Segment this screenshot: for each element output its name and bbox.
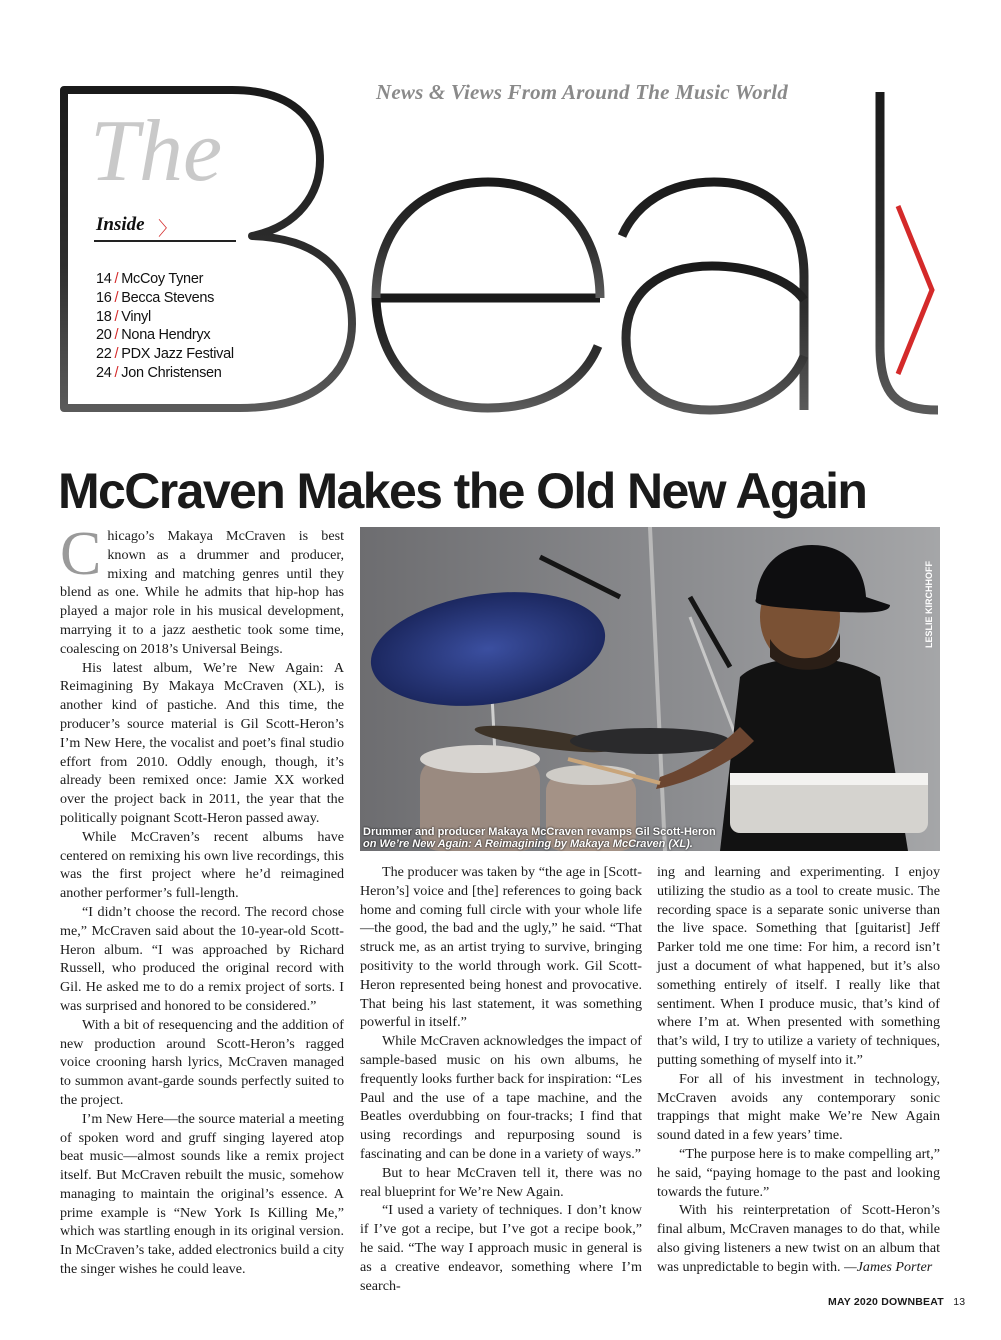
page-number: 13 [953, 1296, 966, 1308]
paragraph: While McCraven acknowledges the impact of sample-based music on his own albums, he frequently looks further back for inspiration: “Les Paul and the use of a tape machine, and the Beatles overdubbing on four-tracks; I find that using recordings and repurposing sound is fascinating and can be done in a variety of ways.” [360, 1033, 642, 1162]
caption-line: Drummer and producer Makaya McCraven revamps Gil Scott-Heron [363, 826, 716, 838]
svg-text:LESLIE KIRCHHOFF: LESLIE KIRCHHOFF [924, 561, 934, 648]
paragraph: “The purpose here is to make compelling art,” he said, “paying homage to the past and looking towards the future.” [657, 1145, 940, 1200]
paragraph: His latest album, We’re New Again: A Reimagining By Makaya McCraven (XL), is another kind of pastiche. And this time, the producer’s source material is Gil Scott-Heron’s I’m New Here, the vocalist and poet’s final studio effort from 2010. Oddly enough, though, it’s already been remixed once: Jamie XX worked over the project back in 2011, the year that the politically poignant Scott-Heron passed away. [60, 659, 344, 826]
toc-item[interactable]: 24 / Jon Christensen [96, 364, 222, 381]
byline: —James Porter [844, 1258, 933, 1275]
inside-chevron-icon: 〉 [158, 218, 178, 240]
article-photo [360, 527, 940, 851]
paragraph: “I didn’t choose the record. The record chose me,” McCraven said about the 10-year-old Scott-Heron album. “I was approached by Richard Russell, who produced the original record with Gil. He asked me to do a remix project of sorts. I was surprised and honored to be considered.” [60, 903, 344, 1014]
inside-label: Inside [96, 214, 145, 235]
paragraph: The producer was taken by “the age in [Scott-Heron’s] voice and [the] references to going back home and coming full circle with your whole life—the good, the bad and the ugly,” he said. “That struck me, as an artist trying to survive, bringing positivity to the world through work. Gil Scott-Heron represented being honest and provocative. That being his last statement, it was something powerful in itself.” [360, 864, 642, 1031]
toc-item[interactable]: 16 / Becca Stevens [96, 289, 215, 306]
paragraph: Chicago’s Makaya McCraven is best known as a drummer and producer, mixing and matching genres until they blend as one. While he admits that hip-hop has played a major role in his musical development, marrying it to a jazz aesthetic took some time, coalescing on 2018’s Universal Beings. [60, 520, 344, 657]
toc-item[interactable]: 22 / PDX Jazz Festival [96, 346, 234, 363]
article-column-1 [60, 520, 344, 1279]
beat-chevron-icon [898, 206, 932, 374]
drop-cap: C [60, 520, 102, 588]
article-column-2 [360, 863, 642, 1295]
paragraph: With a bit of resequencing and the addition of new production around Scott-Heron’s ragged voice crooning harsh lyrics, McCraven managed to summon avant-garde sounds perfectly suited to the project. [60, 1016, 344, 1108]
inside-divider [94, 240, 236, 242]
toc-item[interactable]: 20 / Nona Hendryx [96, 327, 211, 344]
article-headline: McCraven Makes the Old New Again [58, 463, 867, 519]
masthead-the: The [90, 103, 222, 200]
photo-credit [922, 540, 936, 650]
paragraph: ing and learning and experimenting. I enjoy utilizing the studio as a tool to create music. The recording space is a separate sonic universe than the live space. Something that [guitarist] Jeff Parker told me one time: For him, a record isn’t just a document of what happened, but it’s also something entirely of itself. I really like that sentiment. When I produce music, that’s kind of where I’m at. When presented with something that’s wild, I try to utilize a variety of techniques, putting something of myself into it.” [657, 864, 940, 1068]
issue-date: MAY 2020 [828, 1296, 879, 1308]
page-footer [828, 1296, 965, 1308]
paragraph: “I used a variety of techniques. I don’t know if I’ve got a recipe, but I’ve got a recipe book,” he said. “The way I approach music in general is as a creative endeavor, something where I’m search- [360, 1202, 642, 1294]
caption-line: on We’re New Again: A Reimagining by Makaya McCraven (XL). [363, 838, 693, 850]
article-column-3 [657, 863, 940, 1277]
paragraph: But to hear McCraven tell it, there was no real blueprint for We’re New Again. [360, 1164, 642, 1200]
masthead-tagline: News & Views From Around The Music World [376, 80, 788, 104]
toc-item[interactable]: 14 / McCoy Tyner [96, 271, 204, 287]
paragraph: I’m New Here—the source material a meeting of spoken word and gruff singing layered atop beat music—almost sounds like a remix project itself. But McCraven rebuilt the music, somehow managing to maintain the original’s essence. A prime example is “New York Is Killing Me,” which was startling enough in its original version. In McCraven’s take, added electronics build a city the singer wishes he could leave. [60, 1110, 344, 1278]
table-of-contents [96, 270, 234, 383]
paragraph: While McCraven’s recent albums have centered on remixing his own live recordings, this was the first project where he’d reimagined another performer’s full-length. [60, 828, 344, 902]
photo-caption [363, 826, 938, 850]
paragraph: For all of his investment in technology, McCraven avoids any contemporary sonic trappings that might make We’re New Again sound dated in a few years’ time. [657, 1070, 940, 1144]
magazine-name: DOWNBEAT [881, 1296, 944, 1308]
paragraph: With his reinterpretation of Scott-Heron’s final album, McCraven manages to do that, while also giving listeners a new twist on an album that was unpredictable to begin with. —James Porter [657, 1202, 940, 1275]
toc-item[interactable]: 18 / Vinyl [96, 308, 151, 325]
